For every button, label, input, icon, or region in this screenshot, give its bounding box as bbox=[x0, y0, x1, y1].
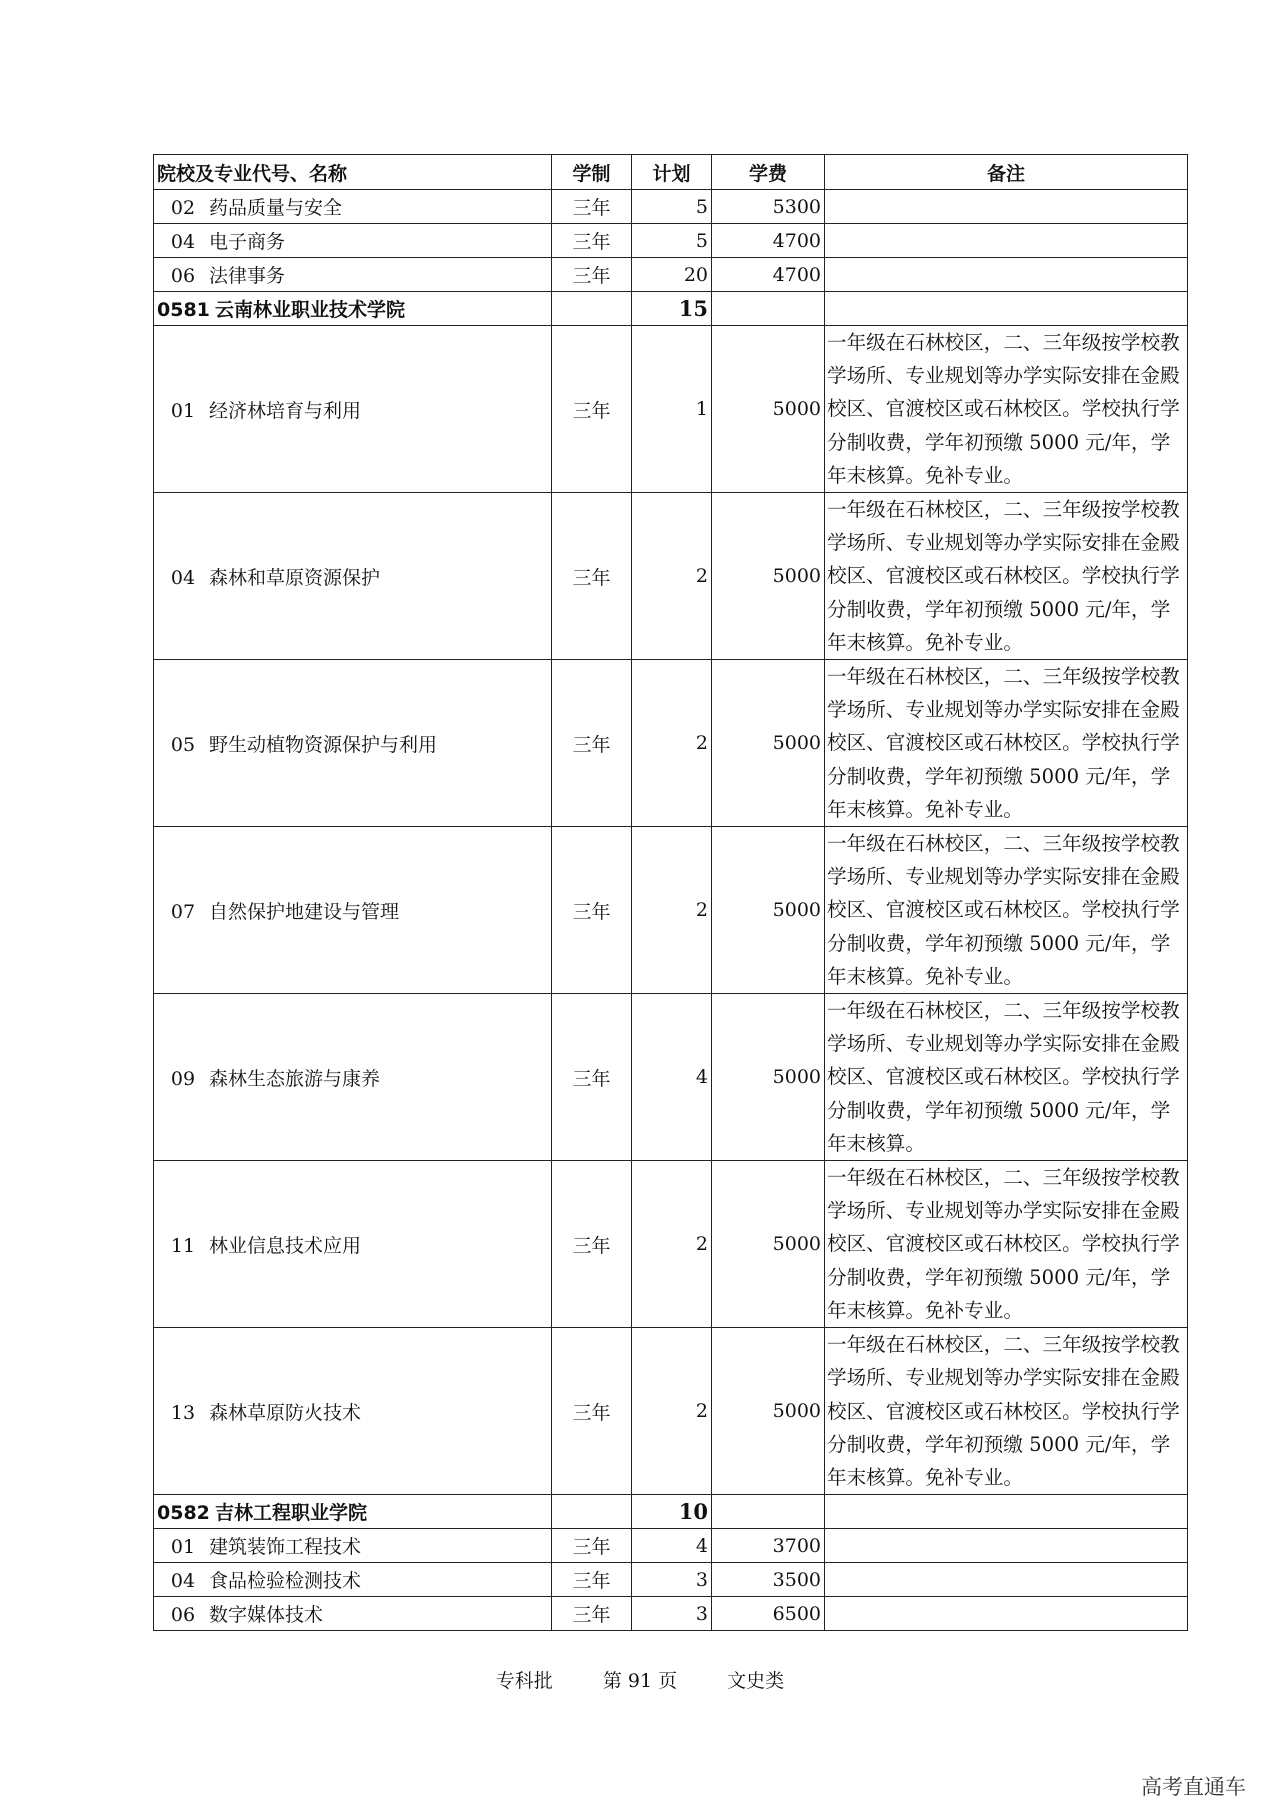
cell-length: 三年 bbox=[552, 224, 632, 258]
cell-fee: 5000 bbox=[712, 994, 825, 1161]
cell-note: 一年级在石林校区，二、三年级按学校教学场所、专业规划等办学实际安排在金殿校区、官渡校区或石林校区。学校执行学分制收费，学年初预缴 5000 元/年，学年末核算。免补专业。 bbox=[825, 326, 1188, 493]
major-name: 法律事务 bbox=[209, 265, 286, 287]
cell-name bbox=[154, 827, 552, 994]
cell-plan: 3 bbox=[632, 1563, 712, 1597]
cell-length: 三年 bbox=[552, 994, 632, 1161]
table-row bbox=[154, 190, 1188, 224]
major-name: 森林和草原资源保护 bbox=[209, 566, 381, 589]
cell-fee: 3700 bbox=[712, 1529, 825, 1563]
school-row bbox=[154, 292, 1188, 326]
table-row bbox=[154, 1161, 1188, 1328]
footer-batch: 专科批 bbox=[495, 1670, 553, 1692]
cell-fee: 4700 bbox=[712, 224, 825, 258]
table-header-row bbox=[154, 155, 1188, 190]
cell-note bbox=[825, 258, 1188, 292]
cell-name bbox=[154, 258, 552, 292]
table-row bbox=[154, 224, 1188, 258]
cell-length: 三年 bbox=[552, 1161, 632, 1328]
cell-plan: 2 bbox=[632, 660, 712, 827]
footer-category: 文史类 bbox=[727, 1670, 785, 1692]
admission-plan-table bbox=[153, 154, 1188, 1631]
cell-fee: 5300 bbox=[712, 190, 825, 224]
major-name: 建筑装饰工程技术 bbox=[209, 1536, 362, 1559]
major-code: 06 bbox=[170, 1604, 196, 1627]
table-body bbox=[154, 190, 1188, 1631]
cell-length bbox=[552, 292, 632, 326]
cell-name bbox=[154, 1495, 552, 1529]
major-code: 01 bbox=[170, 399, 196, 422]
major-name: 经济林培育与利用 bbox=[209, 399, 362, 422]
cell-note: 一年级在石林校区，二、三年级按学校教学场所、专业规划等办学实际安排在金殿校区、官渡校区或石林校区。学校执行学分制收费，学年初预缴 5000 元/年，学年末核算。免补专业。 bbox=[825, 493, 1188, 660]
cell-fee: 5000 bbox=[712, 493, 825, 660]
cell-plan: 2 bbox=[632, 827, 712, 994]
cell-name bbox=[154, 994, 552, 1161]
table-row bbox=[154, 1563, 1188, 1597]
table-row bbox=[154, 326, 1188, 493]
cell-plan: 1 bbox=[632, 326, 712, 493]
major-name: 自然保护地建设与管理 bbox=[209, 900, 400, 923]
cell-length: 三年 bbox=[552, 258, 632, 292]
cell-plan: 15 bbox=[632, 292, 712, 326]
cell-note: 一年级在石林校区，二、三年级按学校教学场所、专业规划等办学实际安排在金殿校区、官渡校区或石林校区。学校执行学分制收费，学年初预缴 5000 元/年，学年末核算。 bbox=[825, 994, 1188, 1161]
major-code: 04 bbox=[170, 231, 196, 253]
header-plan: 计划 bbox=[632, 155, 712, 190]
major-name: 数字媒体技术 bbox=[209, 1604, 324, 1627]
cell-fee: 3500 bbox=[712, 1563, 825, 1597]
major-code: 09 bbox=[170, 1067, 196, 1090]
footer-page-number: 第 91 页 bbox=[602, 1670, 678, 1692]
cell-length: 三年 bbox=[552, 326, 632, 493]
cell-fee: 6500 bbox=[712, 1597, 825, 1631]
cell-name bbox=[154, 224, 552, 258]
table-row bbox=[154, 660, 1188, 827]
cell-plan: 3 bbox=[632, 1597, 712, 1631]
cell-length: 三年 bbox=[552, 827, 632, 994]
major-code: 05 bbox=[170, 733, 196, 756]
cell-fee: 5000 bbox=[712, 326, 825, 493]
cell-fee: 5000 bbox=[712, 660, 825, 827]
school-code: 0582 bbox=[157, 1502, 210, 1525]
cell-length: 三年 bbox=[552, 660, 632, 827]
cell-name bbox=[154, 1529, 552, 1563]
table-row bbox=[154, 493, 1188, 660]
cell-plan: 4 bbox=[632, 1529, 712, 1563]
cell-name bbox=[154, 660, 552, 827]
table-row bbox=[154, 258, 1188, 292]
school-code: 0581 bbox=[157, 299, 210, 321]
cell-note bbox=[825, 190, 1188, 224]
major-code: 04 bbox=[170, 566, 196, 589]
cell-note: 一年级在石林校区，二、三年级按学校教学场所、专业规划等办学实际安排在金殿校区、官渡校区或石林校区。学校执行学分制收费，学年初预缴 5000 元/年，学年末核算。免补专业。 bbox=[825, 1328, 1188, 1495]
header-name: 院校及专业代号、名称 bbox=[154, 155, 552, 190]
major-name: 森林生态旅游与康养 bbox=[209, 1067, 381, 1090]
cell-name bbox=[154, 292, 552, 326]
cell-length: 三年 bbox=[552, 1328, 632, 1495]
major-code: 11 bbox=[170, 1234, 196, 1257]
cell-length: 三年 bbox=[552, 493, 632, 660]
table-row bbox=[154, 1529, 1188, 1563]
header-length: 学制 bbox=[552, 155, 632, 190]
cell-length: 三年 bbox=[552, 1597, 632, 1631]
school-name: 云南林业职业技术学院 bbox=[215, 299, 406, 321]
cell-length: 三年 bbox=[552, 190, 632, 224]
cell-length bbox=[552, 1495, 632, 1529]
major-name: 药品质量与安全 bbox=[209, 197, 343, 219]
major-code: 01 bbox=[170, 1536, 196, 1559]
cell-fee: 5000 bbox=[712, 1161, 825, 1328]
cell-name bbox=[154, 190, 552, 224]
cell-name bbox=[154, 326, 552, 493]
cell-name bbox=[154, 1161, 552, 1328]
cell-plan: 10 bbox=[632, 1495, 712, 1529]
cell-fee bbox=[712, 1495, 825, 1529]
cell-fee bbox=[712, 292, 825, 326]
cell-plan: 5 bbox=[632, 224, 712, 258]
cell-plan: 2 bbox=[632, 1328, 712, 1495]
cell-name bbox=[154, 1597, 552, 1631]
school-row bbox=[154, 1495, 1188, 1529]
table-row bbox=[154, 1328, 1188, 1495]
major-name: 电子商务 bbox=[209, 231, 286, 253]
major-code: 13 bbox=[170, 1401, 196, 1424]
header-fee: 学费 bbox=[712, 155, 825, 190]
cell-note bbox=[825, 292, 1188, 326]
table-row bbox=[154, 827, 1188, 994]
cell-length: 三年 bbox=[552, 1563, 632, 1597]
watermark: 高考直通车 bbox=[1141, 1775, 1246, 1799]
cell-plan: 2 bbox=[632, 493, 712, 660]
table-row bbox=[154, 994, 1188, 1161]
cell-note bbox=[825, 1597, 1188, 1631]
page-footer bbox=[0, 1666, 1280, 1693]
major-name: 林业信息技术应用 bbox=[209, 1234, 362, 1257]
major-code: 06 bbox=[170, 265, 196, 287]
cell-length: 三年 bbox=[552, 1529, 632, 1563]
header-note: 备注 bbox=[825, 155, 1188, 190]
major-code: 04 bbox=[170, 1570, 196, 1593]
major-code: 07 bbox=[170, 900, 196, 923]
cell-note bbox=[825, 224, 1188, 258]
cell-note bbox=[825, 1495, 1188, 1529]
major-name: 森林草原防火技术 bbox=[209, 1401, 362, 1424]
cell-name bbox=[154, 493, 552, 660]
major-code: 02 bbox=[170, 197, 196, 219]
cell-note: 一年级在石林校区，二、三年级按学校教学场所、专业规划等办学实际安排在金殿校区、官渡校区或石林校区。学校执行学分制收费，学年初预缴 5000 元/年，学年末核算。免补专业。 bbox=[825, 827, 1188, 994]
major-name: 食品检验检测技术 bbox=[209, 1570, 362, 1593]
cell-note: 一年级在石林校区，二、三年级按学校教学场所、专业规划等办学实际安排在金殿校区、官渡校区或石林校区。学校执行学分制收费，学年初预缴 5000 元/年，学年末核算。免补专业。 bbox=[825, 1161, 1188, 1328]
cell-plan: 20 bbox=[632, 258, 712, 292]
cell-fee: 5000 bbox=[712, 1328, 825, 1495]
major-name: 野生动植物资源保护与利用 bbox=[209, 733, 438, 756]
cell-fee: 5000 bbox=[712, 827, 825, 994]
cell-plan: 5 bbox=[632, 190, 712, 224]
table-row bbox=[154, 1597, 1188, 1631]
school-name: 吉林工程职业学院 bbox=[215, 1502, 368, 1525]
cell-note: 一年级在石林校区，二、三年级按学校教学场所、专业规划等办学实际安排在金殿校区、官渡校区或石林校区。学校执行学分制收费，学年初预缴 5000 元/年，学年末核算。免补专业。 bbox=[825, 660, 1188, 827]
cell-plan: 4 bbox=[632, 994, 712, 1161]
cell-plan: 2 bbox=[632, 1161, 712, 1328]
cell-note bbox=[825, 1563, 1188, 1597]
cell-name bbox=[154, 1563, 552, 1597]
cell-fee: 4700 bbox=[712, 258, 825, 292]
cell-note bbox=[825, 1529, 1188, 1563]
cell-name bbox=[154, 1328, 552, 1495]
